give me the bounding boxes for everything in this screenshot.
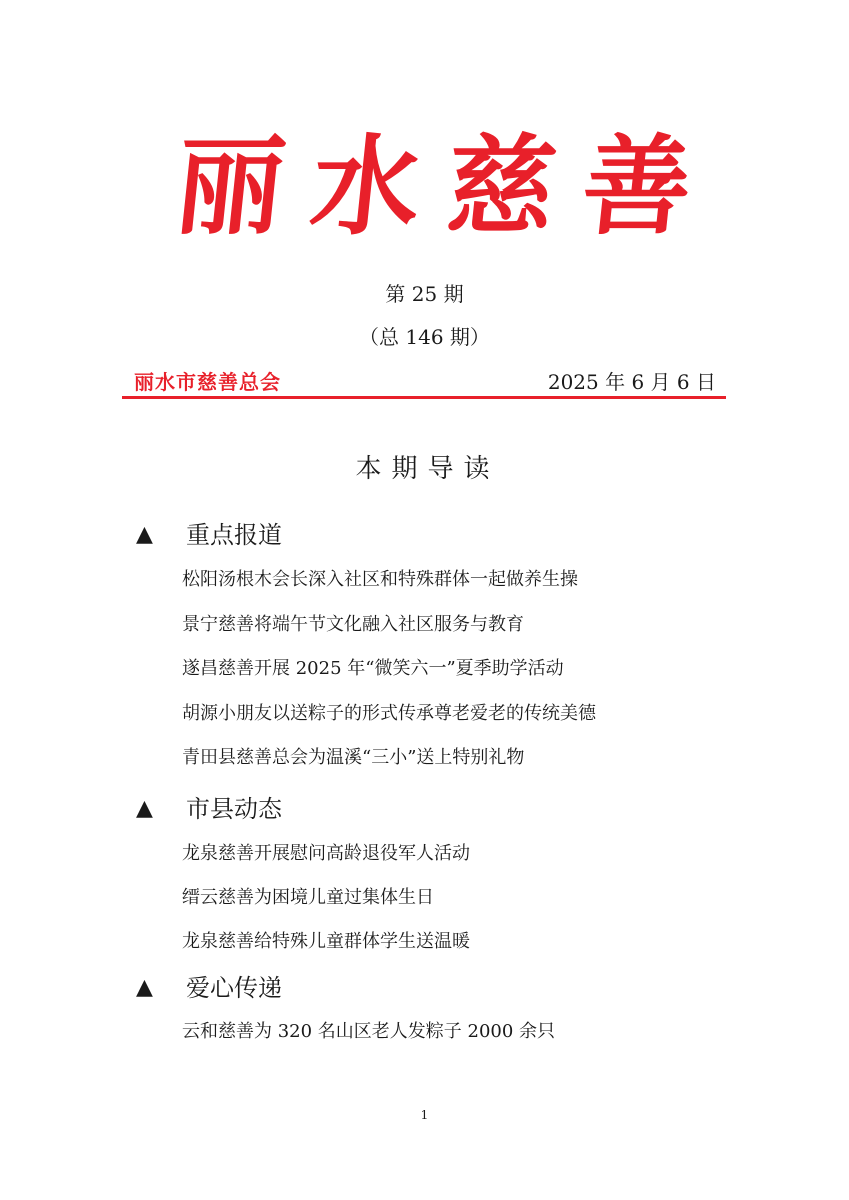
section-heading (136, 518, 282, 552)
toc-item[interactable]: 云和慈善为 320 名山区老人发粽子 2000 余只 (182, 1021, 556, 1042)
triangle-marker-icon: ▲ (136, 522, 153, 547)
masthead-logo (169, 122, 698, 252)
masthead-char: 慈 (440, 124, 562, 250)
toc-item[interactable]: 胡源小朋友以送粽子的形式传承尊老爱老的传统美德 (182, 703, 596, 724)
section-label: 重点报道 (186, 521, 282, 549)
toc-item[interactable]: 松阳汤根木会长深入社区和特殊群体一起做养生操 (182, 569, 578, 590)
header-divider (122, 396, 726, 399)
toc-item[interactable]: 龙泉慈善给特殊儿童群体学生送温暖 (182, 931, 470, 952)
section-label: 市县动态 (186, 795, 282, 823)
issue-number: 第 25 期 (385, 282, 464, 306)
masthead-char: 善 (576, 124, 698, 250)
triangle-marker-icon: ▲ (136, 796, 153, 821)
toc-title: 本期导读 (355, 454, 500, 484)
publish-date: 2025 年 6 月 6 日 (547, 370, 716, 394)
issue-total: （总 146 期） (359, 325, 490, 349)
publisher-row (122, 368, 726, 396)
toc-item[interactable]: 龙泉慈善开展慰问高龄退役军人活动 (182, 843, 470, 864)
section-heading (136, 971, 282, 1005)
publisher-name: 丽水市慈善总会 (134, 370, 281, 394)
toc-item[interactable]: 缙云慈善为困境儿童过集体生日 (182, 887, 434, 908)
triangle-marker-icon: ▲ (136, 975, 153, 1000)
page-number: 1 (420, 1108, 429, 1122)
masthead-char: 丽 (169, 124, 291, 250)
toc-item[interactable]: 遂昌慈善开展 2025 年“微笑六一”夏季助学活动 (182, 658, 564, 679)
toc-item[interactable]: 景宁慈善将端午节文化融入社区服务与教育 (182, 614, 524, 635)
toc-item[interactable]: 青田县慈善总会为温溪“三小”送上特别礼物 (182, 747, 525, 768)
section-label: 爱心传递 (186, 974, 282, 1002)
masthead-char: 水 (305, 124, 427, 250)
section-heading (136, 792, 282, 826)
